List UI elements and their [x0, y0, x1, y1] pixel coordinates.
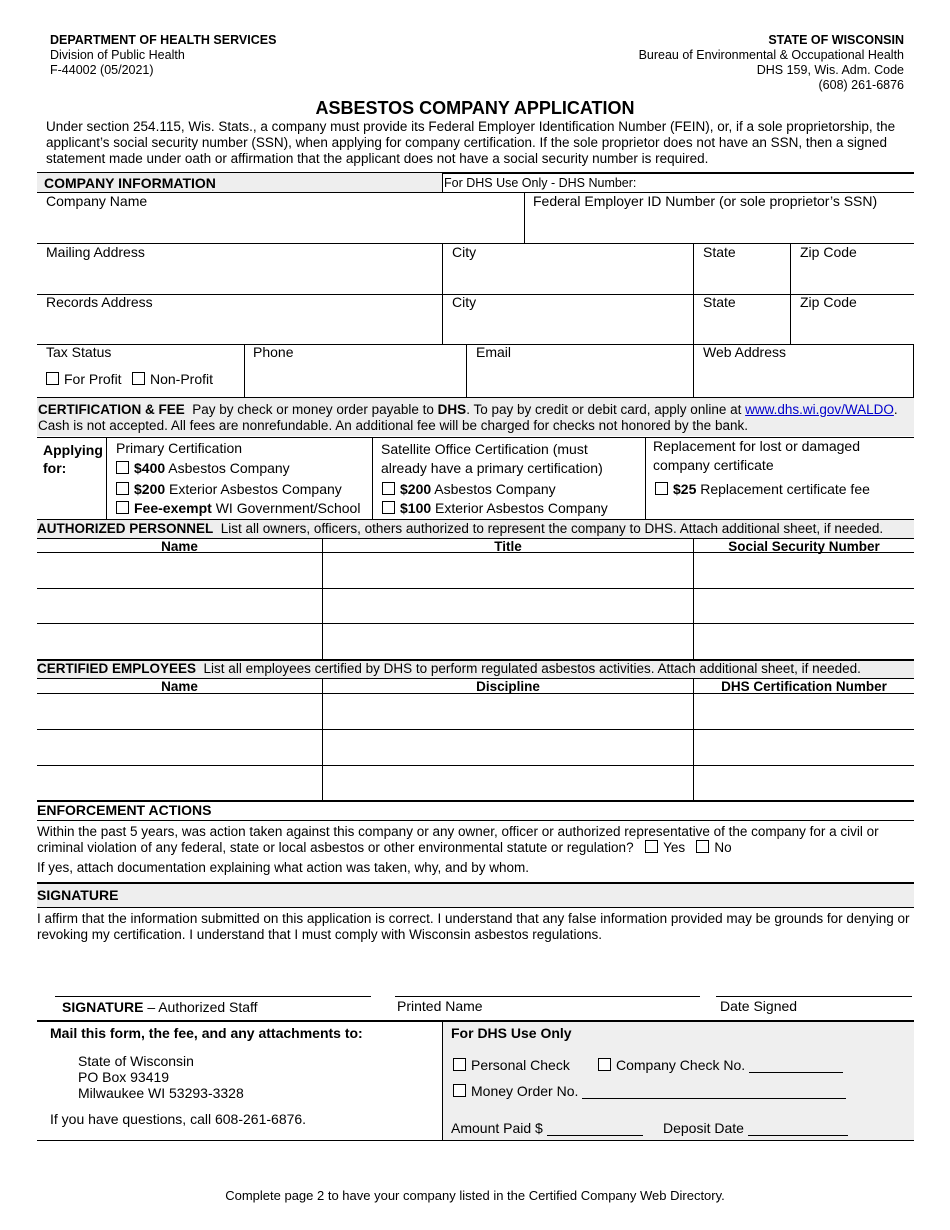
employees-col-name: Name	[161, 679, 198, 694]
signature-label	[62, 999, 258, 1015]
satellite-certification-label: Satellite Office Certification (must already have a primary certification)	[381, 441, 603, 476]
company-name-field[interactable]	[40, 212, 520, 240]
enforcement-no-label: No	[714, 840, 732, 855]
table-row[interactable]	[37, 730, 914, 765]
non-profit-label: Non-Profit	[150, 371, 214, 387]
dhs-number-label: For DHS Use Only - DHS Number:	[444, 176, 637, 190]
personnel-col-title: Title	[494, 539, 522, 554]
records-city-field[interactable]	[446, 313, 690, 341]
signature-field[interactable]	[55, 965, 371, 995]
deposit-date-row	[663, 1120, 848, 1136]
agency-header	[50, 33, 276, 78]
date-signed-field[interactable]	[716, 965, 912, 995]
fee-payee: DHS	[437, 402, 467, 417]
state-header	[639, 33, 904, 93]
amount-paid-row	[451, 1120, 643, 1136]
mailing-city-label: City	[452, 244, 477, 260]
signature-label-bold: SIGNATURE	[62, 999, 144, 1015]
primary-200-option[interactable]	[116, 481, 342, 497]
mail-heading: Mail this form, the fee, and any attachments to:	[50, 1025, 363, 1041]
mail-address-line: PO Box 93419	[78, 1069, 170, 1085]
replacement-25-label: Replacement certificate fee	[700, 481, 870, 497]
code-reference: DHS 159, Wis. Adm. Code	[756, 63, 904, 77]
company-check-label: Company Check No.	[616, 1057, 746, 1073]
primary-200-amount: $200	[134, 481, 166, 497]
records-address-label: Records Address	[46, 294, 153, 310]
personnel-heading: AUTHORIZED PERSONNEL	[37, 521, 214, 536]
form-number: F-44002 (05/2021)	[50, 63, 154, 77]
table-row[interactable]	[37, 553, 914, 588]
records-zip-label: Zip Code	[800, 294, 857, 310]
records-zip-field[interactable]	[794, 313, 912, 341]
enforcement-question-text: Within the past 5 years, was action taken against this company or any owner, officer or authorized representative of the company for a civil or criminal violation of any federal, state or local asbestos or other environmental statute or regulation?	[37, 824, 879, 855]
primary-400-label: Asbestos Company	[168, 460, 290, 476]
web-address-field[interactable]	[697, 363, 912, 393]
web-address-label: Web Address	[703, 344, 787, 360]
email-field[interactable]	[470, 363, 690, 393]
non-profit-checkbox[interactable]	[132, 372, 145, 385]
company-check-number-field[interactable]	[749, 1058, 843, 1073]
primary-200-label: Exterior Asbestos Company	[169, 481, 342, 497]
department-name: DEPARTMENT OF HEALTH SERVICES	[50, 33, 277, 47]
records-state-field[interactable]	[697, 313, 787, 341]
mailing-address-block	[78, 1053, 244, 1101]
satellite-200-label: Asbestos Company	[434, 481, 556, 497]
company-name-label: Company Name	[46, 193, 148, 209]
fee-heading: CERTIFICATION & FEE	[38, 402, 185, 417]
mailing-address-field[interactable]	[40, 263, 438, 291]
for-profit-option[interactable]	[46, 371, 122, 387]
bureau-name: Bureau of Environmental & Occupational Health	[638, 48, 904, 62]
signature-heading: SIGNATURE	[37, 887, 119, 903]
personal-check-option[interactable]	[453, 1057, 570, 1073]
mailing-zip-label: Zip Code	[800, 244, 857, 260]
amount-paid-field[interactable]	[547, 1121, 643, 1136]
employees-col-discipline: Discipline	[476, 679, 540, 694]
satellite-100-checkbox[interactable]	[382, 501, 395, 514]
intro-text: Under section 254.115, Wis. Stats., a company must provide its Federal Employer Identification Number (FEIN), or, if a sole proprietorship, the applicant’s social security number (SSN), when applying for company certification. If the sole proprietor does not have an SSN, then a signed statement made under oath or affirmation that the applicant does not have a social security number is required.	[46, 119, 896, 166]
personal-check-checkbox[interactable]	[453, 1058, 466, 1071]
satellite-200-option[interactable]	[382, 481, 556, 497]
table-row[interactable]	[37, 589, 914, 623]
footer-note: Complete page 2 to have your company listed in the Certified Company Web Directory.	[225, 1188, 725, 1203]
money-order-number-field[interactable]	[582, 1084, 846, 1099]
primary-400-option[interactable]	[116, 460, 290, 476]
company-info-heading: COMPANY INFORMATION	[44, 175, 216, 191]
money-order-label: Money Order No.	[471, 1083, 579, 1099]
employees-heading: CERTIFIED EMPLOYEES	[37, 661, 197, 676]
mail-address-line: State of Wisconsin	[78, 1053, 194, 1069]
for-profit-checkbox[interactable]	[46, 372, 59, 385]
records-state-label: State	[703, 294, 736, 310]
satellite-200-checkbox[interactable]	[382, 482, 395, 495]
money-order-option[interactable]	[453, 1083, 846, 1099]
personnel-header	[37, 521, 883, 536]
primary-200-checkbox[interactable]	[116, 482, 129, 495]
division-name: Division of Public Health	[50, 48, 185, 62]
phone-label: Phone	[253, 344, 294, 360]
mailing-state-field[interactable]	[697, 263, 787, 291]
phone-field[interactable]	[248, 363, 462, 393]
printed-name-label: Printed Name	[397, 998, 483, 1014]
fee-exempt-amount: Fee-exempt	[134, 500, 212, 516]
fee-text-3: Cash is not accepted. All fees are nonrefundable. An additional fee will be charged for checks not honored by the bank.	[38, 418, 748, 433]
fein-field[interactable]	[528, 212, 912, 240]
personal-check-label: Personal Check	[471, 1057, 570, 1073]
satellite-100-label: Exterior Asbestos Company	[435, 500, 608, 516]
email-label: Email	[476, 344, 512, 360]
enforcement-question	[37, 824, 917, 856]
fee-text-2: . To pay by credit or debit card, apply online at	[466, 402, 742, 417]
non-profit-option[interactable]	[132, 371, 213, 387]
signature-statement: I affirm that the information submitted on this application is correct. I understand that any false information provided may be grounds for denying or revoking my certification. I understand that I must comply with Wisconsin asbestos regulations.	[37, 911, 910, 942]
fee-exempt-label: WI Government/School	[215, 500, 361, 516]
enforcement-no-checkbox[interactable]	[696, 840, 709, 853]
state-name: STATE OF WISCONSIN	[768, 33, 904, 47]
personnel-col-ssn: Social Security Number	[728, 539, 880, 554]
records-address-field[interactable]	[40, 313, 438, 341]
satellite-100-amount: $100	[400, 500, 432, 516]
personnel-description: List all owners, officers, others authorized to represent the company to DHS. Attach additional sheet, if needed.	[220, 521, 884, 536]
questions-text: If you have questions, call 608-261-6876.	[50, 1111, 307, 1127]
applying-for-label: Applying for:	[43, 442, 103, 476]
satellite-200-amount: $200	[400, 481, 432, 497]
primary-400-checkbox[interactable]	[116, 461, 129, 474]
deposit-date-label: Deposit Date	[663, 1120, 744, 1136]
mailing-state-label: State	[703, 244, 736, 260]
table-row[interactable]	[37, 694, 914, 729]
mailing-zip-field[interactable]	[794, 263, 912, 291]
signature-label-suffix: – Authorized Staff	[147, 999, 258, 1015]
waldo-link[interactable]: www.dhs.wi.gov/WALDO	[745, 402, 894, 417]
personnel-col-name: Name	[161, 539, 198, 554]
fein-label: Federal Employer ID Number (or sole proprietor’s SSN)	[533, 193, 878, 209]
date-signed-label: Date Signed	[720, 998, 798, 1014]
enforcement-yes-label: Yes	[663, 840, 686, 855]
company-check-checkbox[interactable]	[598, 1058, 611, 1071]
table-row[interactable]	[37, 624, 914, 659]
records-city-label: City	[452, 294, 477, 310]
replacement-label: Replacement for lost or damaged company certificate	[653, 438, 860, 473]
fee-text-1: Pay by check or money order payable to	[192, 402, 434, 417]
fee-exempt-checkbox[interactable]	[116, 501, 129, 514]
fee-exempt-option[interactable]	[116, 500, 360, 516]
employees-description: List all employees certified by DHS to perform regulated asbestos activities. Attach additional sheet, if needed.	[203, 661, 861, 676]
page-title: ASBESTOS COMPANY APPLICATION	[315, 98, 635, 118]
for-profit-label: For Profit	[64, 371, 122, 387]
fee-instructions: CERTIFICATION & FEE Pay by check or money order payable to DHS. To pay by credit or debit card, apply online at www.dhs.wi.gov/WALDO. Cash is not accepted. All fees are nonrefundable. An additional fee will be charged for checks not honored by the bank.	[38, 402, 898, 433]
replacement-25-amount: $25	[673, 481, 697, 497]
enforcement-heading: ENFORCEMENT ACTIONS	[37, 802, 212, 818]
replacement-25-checkbox[interactable]	[655, 482, 668, 495]
primary-certification-label: Primary Certification	[116, 440, 243, 456]
deposit-date-field[interactable]	[748, 1121, 848, 1136]
amount-paid-label: Amount Paid $	[451, 1120, 543, 1136]
mailing-city-field[interactable]	[446, 263, 690, 291]
primary-400-amount: $400	[134, 460, 166, 476]
mailing-address-label: Mailing Address	[46, 244, 145, 260]
printed-name-field[interactable]	[395, 965, 700, 995]
tax-status-label: Tax Status	[46, 344, 112, 360]
enforcement-yes-checkbox[interactable]	[645, 840, 658, 853]
employees-col-cert-number: DHS Certification Number	[721, 679, 887, 694]
enforcement-note: If yes, attach documentation explaining what action was taken, why, and by whom.	[37, 860, 530, 875]
phone-number: (608) 261-6876	[818, 78, 904, 92]
table-row[interactable]	[37, 766, 914, 801]
replacement-25-option[interactable]	[655, 481, 870, 497]
employees-header	[37, 661, 861, 676]
satellite-100-option[interactable]	[382, 500, 608, 516]
mail-address-line: Milwaukee WI 53293-3328	[78, 1085, 244, 1101]
company-check-option[interactable]	[598, 1057, 843, 1073]
money-order-checkbox[interactable]	[453, 1084, 466, 1097]
dhs-use-heading: For DHS Use Only	[451, 1025, 572, 1041]
